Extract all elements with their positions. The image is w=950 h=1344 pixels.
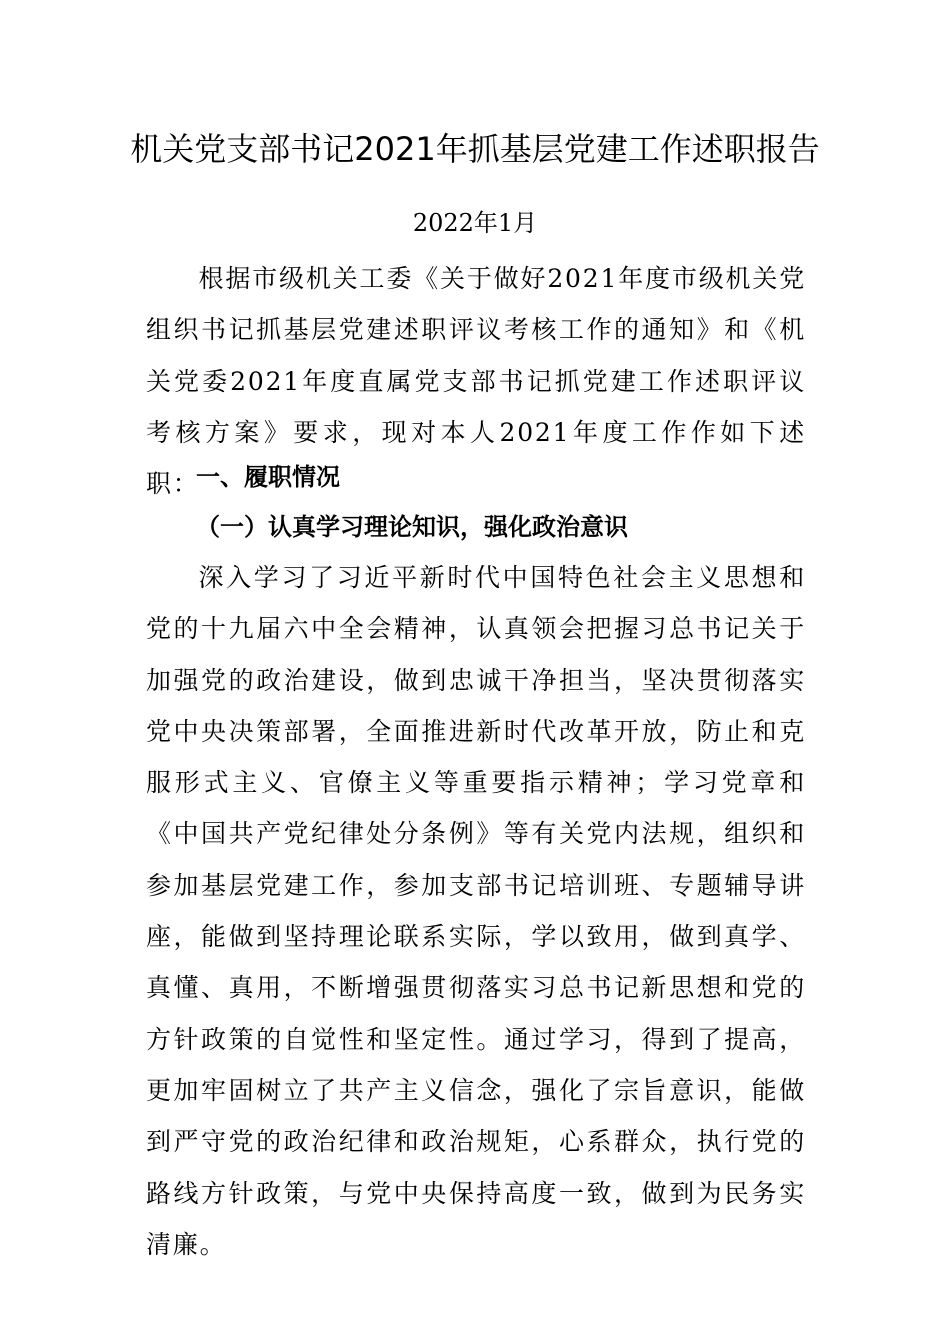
section-heading: 一、履职情况 [196,463,340,491]
document-date: 2022年1月 [412,209,538,237]
body-paragraph: 深入学习了习近平新时代中国特色社会主义思想和党的十九届六中全会精神，认真领会把握习总书记关于加强党的政治建设，做到忠诚干净担当，坚决贯彻落实党中央决策部署，全面推进新时代改革开放，防止和克服形式主义、官僚主义等重要指示精神；学习党章和《中国共产党纪律处分条例》等有关党内法规，组织和参加基层党建工作，参加支部书记培训班、专题辅导讲座，能做到坚持理论联系实际，学以致用，做到真学、真懂、真用，不断增强贯彻落实习总书记新思想和党的方针政策的自觉性和坚定性。通过学习，得到了提高，更加牢固树立了共产主义信念，强化了宗旨意识，能做到严守党的政治纪律和政治规矩，心系群众，执行党的路线方针政策，与党中央保持高度一致，做到为民务实清廉。 [146,563,806,1259]
intro-paragraph: 根据市级机关工委《关于做好2021年度市级机关党组织书记抓基层党建述职评议考核工作的通知》和《机关党委2021年度直属党支部书记抓党建工作述职评议考核方案》要求，现对本人2021年度工作作如下述职： [146,264,806,499]
subsection-heading: （一）认真学习理论知识，强化政治意识 [196,513,628,541]
document-title: 机关党支部书记2021年抓基层党建工作述职报告 [130,130,820,168]
